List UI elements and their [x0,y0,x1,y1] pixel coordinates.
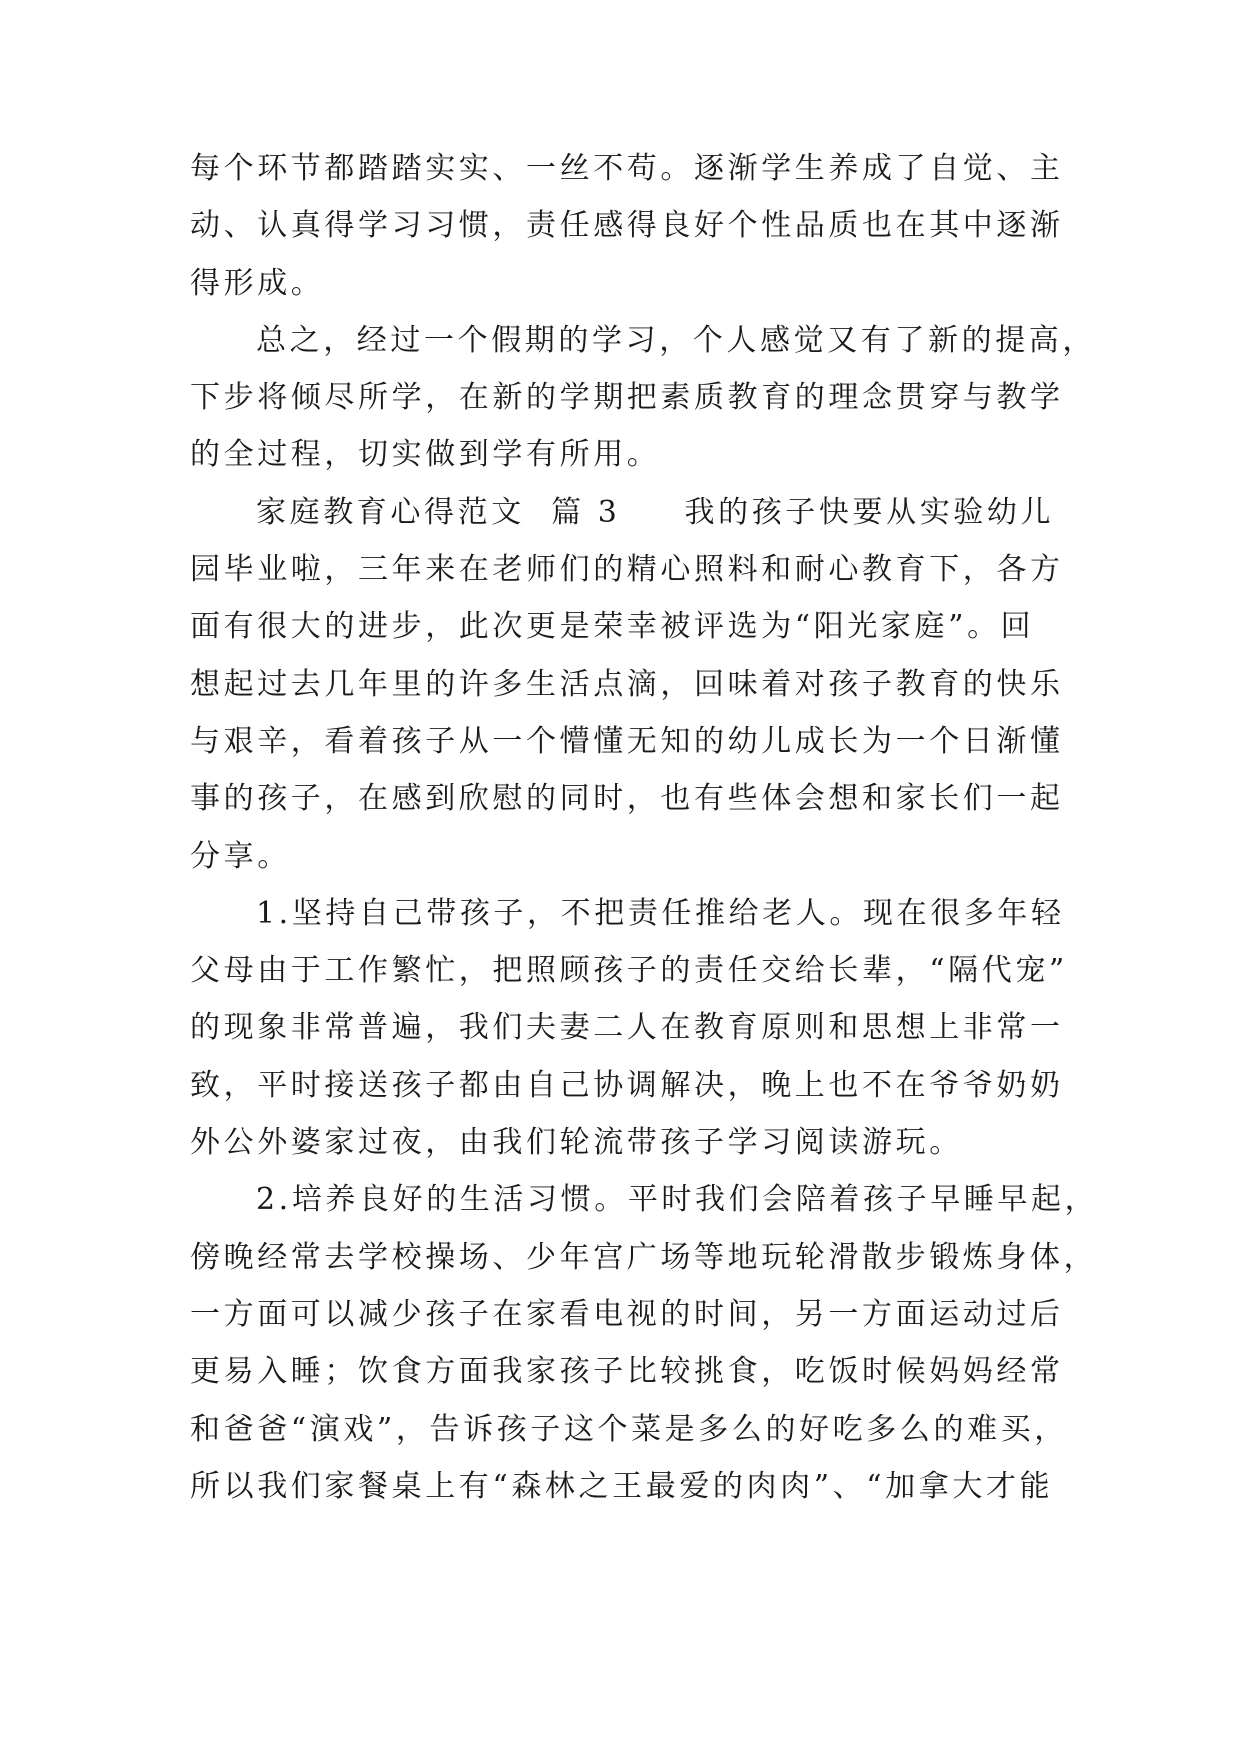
paragraph-line: 致，平时接送孩子都由自己协调解决，晚上也不在爷爷奶奶 [190,1067,1064,1103]
paragraph-line: 总之，经过一个假期的学习，个人感觉又有了新的提高， [256,322,1096,358]
section-heading-line [190,484,1055,541]
paragraph-line: 更易入睡；饮食方面我家孩子比较挑食，吃饭时候妈妈经常 [190,1354,1064,1390]
section-heading: 家庭教育心得范文 篇 3 [256,494,621,530]
paragraph-line: 得形成。 [190,265,325,301]
paragraph-line: 分享。 [190,838,291,874]
paragraph-line: 与艰辛，看着孩子从一个懵懂无知的幼儿成长为一个日渐懂 [190,723,1064,759]
document-body [190,140,1099,1515]
paragraph-line: 想起过去几年里的许多生活点滴，回味着对孩子教育的快乐 [190,666,1064,702]
paragraph-text: 我的孩子快要从实验幼儿 [684,494,1055,530]
paragraph-line: 的全过程，切实做到学有所用。 [190,437,661,473]
paragraph-line: 父母由于工作繁忙，把照顾孩子的责任交给长辈，“隔代宠” [190,953,1068,989]
paragraph-line: 下步将倾尽所学，在新的学期把素质教育的理念贯穿与教学 [190,380,1064,416]
paragraph-line: 园毕业啦，三年来在老师们的精心照料和耐心教育下，各方 [190,552,1064,588]
paragraph-line: 所以我们家餐桌上有“森林之王最爱的肉肉”、“加拿大才能 [190,1468,1054,1504]
paragraph-line: 动、认真得学习习惯，责任感得良好个性品质也在其中逐渐 [190,208,1064,244]
paragraph-line: 的现象非常普遍，我们夫妻二人在教育原则和思想上非常一 [190,1010,1064,1046]
list-item-line: 2.培养良好的生活习惯。平时我们会陪着孩子早睡早起， [256,1182,1099,1218]
paragraph-line: 外公外婆家过夜，由我们轮流带孩子学习阅读游玩。 [190,1125,963,1161]
paragraph-line: 面有很大的进步，此次更是荣幸被评选为“阳光家庭”。回 [190,609,1035,645]
paragraph-line: 傍晚经常去学校操场、少年宫广场等地玩轮滑散步锻炼身体， [190,1239,1098,1275]
paragraph-line: 事的孩子，在感到欣慰的同时，也有些体会想和家长们一起 [190,781,1064,817]
paragraph-line: 和爸爸“演戏”，告诉孩子这个菜是多么的好吃多么的难买， [190,1411,1068,1447]
paragraph-line: 一方面可以减少孩子在家看电视的时间，另一方面运动过后 [190,1296,1064,1332]
list-item-line: 1.坚持自己带孩子，不把责任推给老人。现在很多年轻 [256,895,1065,931]
paragraph-line: 每个环节都踏踏实实、一丝不苟。逐渐学生养成了自觉、主 [190,151,1064,186]
